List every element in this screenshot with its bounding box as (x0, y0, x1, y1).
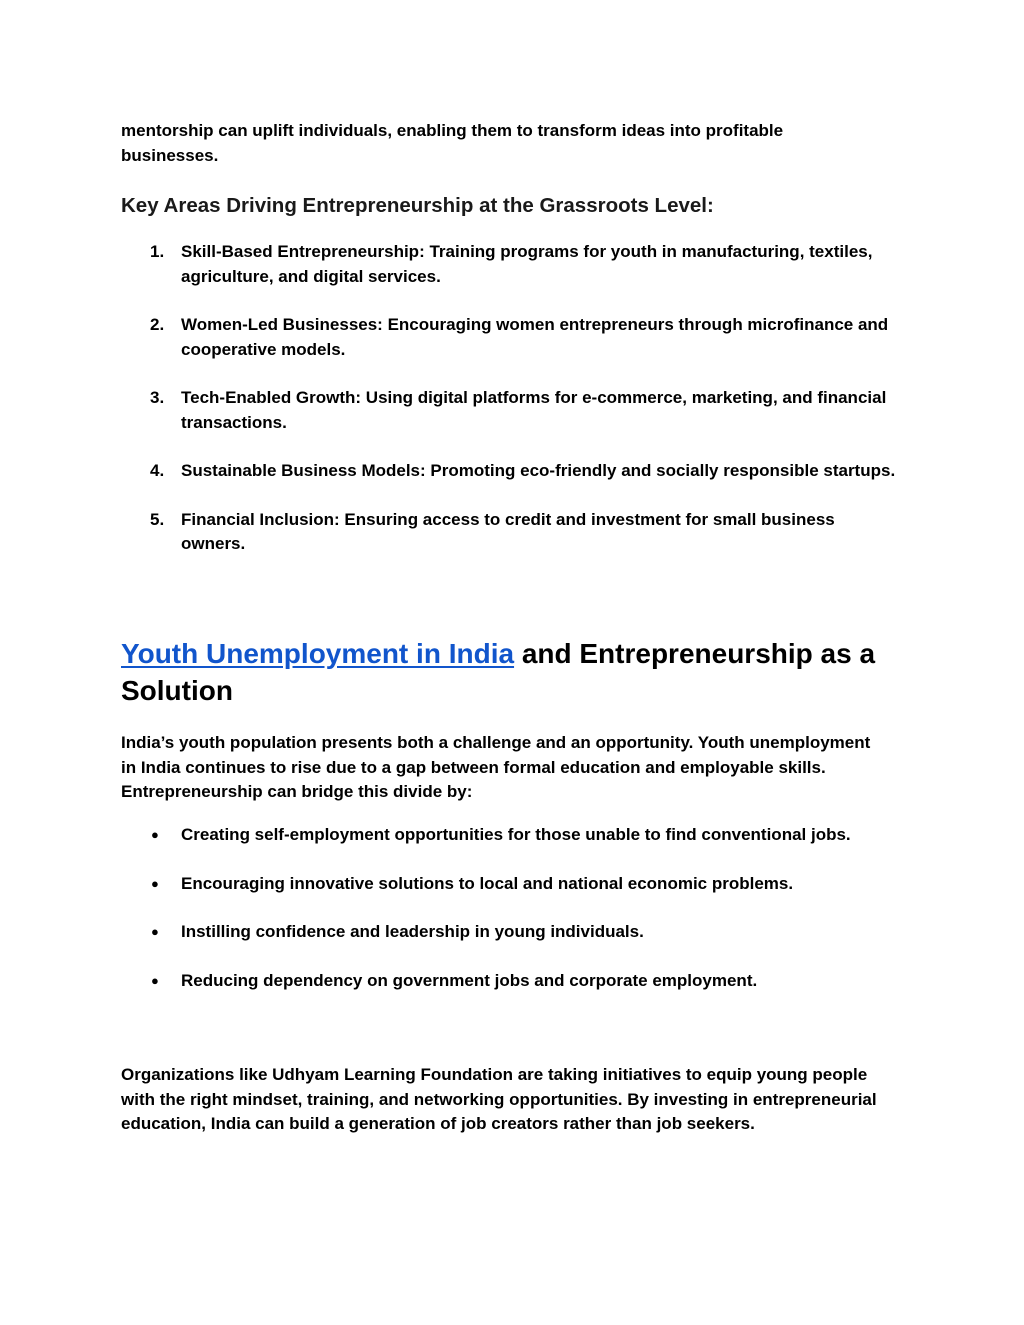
list-number: 4. (150, 461, 165, 480)
list-item (121, 872, 901, 897)
list-item-text: Reducing dependency on government jobs and corporate employment. (181, 970, 758, 990)
closing-paragraph: Organizations like Udhyam Learning Foundation are taking initiatives to equip young people with the right mindset, training, and networking opportunities. By investing in entrepreneurial education, India can build a generation of job creators rather than job seekers. (121, 1065, 877, 1133)
youth-unemployment-link[interactable]: Youth Unemployment in India (121, 638, 515, 669)
list-item-text: Tech-Enabled Growth: Using digital platforms for e-commerce, marketing, and financial transactions. (181, 388, 887, 432)
list-item (121, 969, 901, 994)
youth-unemployment-heading (121, 635, 901, 709)
bullet-icon: ● (151, 875, 159, 891)
list-number: 2. (150, 315, 165, 334)
list-item-text: Sustainable Business Models: Promoting eco-friendly and socially responsible startups. (181, 461, 896, 480)
list-item (121, 459, 901, 484)
intro-paragraph: mentorship can uplift individuals, enabling them to transform ideas into profitable businesses. (121, 121, 784, 165)
list-item-text: Encouraging innovative solutions to local and national economic problems. (181, 873, 794, 893)
list-item (121, 920, 901, 945)
bullet-icon: ● (151, 924, 159, 939)
list-item (121, 508, 901, 557)
bullet-icon: ● (151, 827, 159, 842)
list-item-text: Creating self-employment opportunities for those unable to find conventional jobs. (181, 825, 851, 844)
list-item-text: Skill-Based Entrepreneurship: Training programs for youth in manufacturing, textiles, agriculture, and digital services. (181, 242, 873, 286)
list-item (121, 823, 901, 848)
list-item-text: Instilling confidence and leadership in young individuals. (181, 922, 644, 941)
list-item-text: Financial Inclusion: Ensuring access to credit and investment for small business owners. (181, 509, 835, 553)
solutions-list (121, 823, 901, 1017)
key-areas-list (121, 240, 901, 581)
youth-paragraph: India’s youth population presents both a challenge and an opportunity. Youth unemployment in India continues to rise due to a gap between formal education and employable skills. Entrepreneurship can bridge this divide by: (121, 733, 871, 801)
list-number: 1. (150, 242, 165, 261)
list-item (121, 240, 901, 289)
heading-remainder: and Entrepreneurship as a Solution (121, 638, 876, 706)
list-number: 3. (150, 388, 165, 407)
list-item (121, 386, 901, 435)
list-item-text: Women-Led Businesses: Encouraging women entrepreneurs through microfinance and cooperative models. (181, 315, 889, 359)
key-areas-heading: Key Areas Driving Entrepreneurship at the Grassroots Level: (121, 194, 714, 217)
list-number: 5. (150, 509, 165, 529)
list-item (121, 313, 901, 362)
bullet-icon: ● (151, 972, 159, 988)
